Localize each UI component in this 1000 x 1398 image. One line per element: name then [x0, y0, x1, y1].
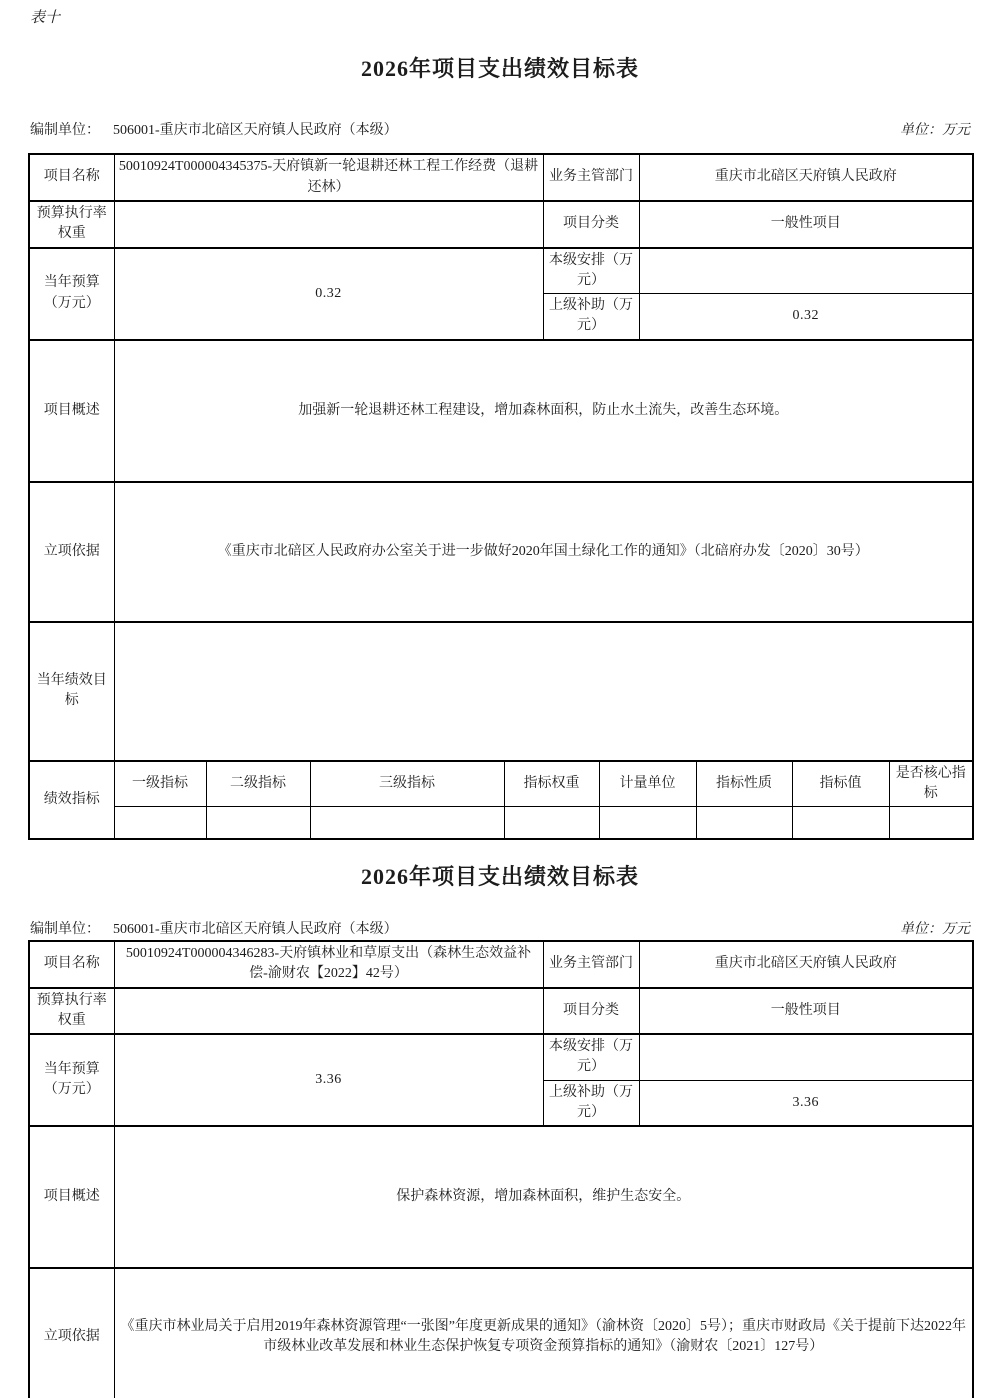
label-year-target: 当年绩效目标 — [29, 622, 114, 761]
table-row — [29, 988, 973, 1035]
indicator-header-value: 指标值 — [792, 761, 889, 807]
table1-title: 2026年项目支出绩效目标表 — [360, 56, 639, 81]
dept-value: 重庆市北碚区天府镇人民政府 — [639, 154, 973, 201]
label-upper-subsidy: 上级补助（万元） — [543, 294, 639, 340]
indicator-cell — [310, 807, 504, 839]
summary-value: 加强新一轮退耕还林工程建设，增加森林面积，防止水土流失，改善生态环境。 — [114, 340, 973, 482]
label-project-class: 项目分类 — [543, 201, 639, 248]
label-dept: 业务主管部门 — [543, 154, 639, 201]
label-local-arrange: 本级安排（万元） — [543, 1034, 639, 1080]
table-row — [29, 154, 973, 201]
indicator-header-row — [29, 761, 973, 807]
project-class-value: 一般性项目 — [639, 988, 973, 1035]
label-budget-exec-weight: 预算执行率权重 — [29, 988, 114, 1035]
unit-label: 单位：万元 — [900, 123, 970, 138]
label-project-name: 项目名称 — [29, 154, 114, 201]
unit-label: 单位：万元 — [900, 922, 970, 937]
table-row — [29, 622, 973, 761]
org-line — [30, 119, 398, 139]
local-arrange-value — [639, 1034, 973, 1080]
org-label: 编制单位： — [30, 922, 100, 937]
label-year-budget: 当年预算（万元） — [29, 1034, 114, 1126]
table-row — [29, 248, 973, 294]
summary-value: 保护森林资源，增加森林面积，维护生态安全。 — [114, 1126, 973, 1268]
indicator-cell — [206, 807, 310, 839]
label-indicators: 绩效指标 — [29, 761, 114, 839]
table-row — [29, 1034, 973, 1080]
table-row — [29, 201, 973, 248]
dept-value: 重庆市北碚区天府镇人民政府 — [639, 941, 973, 988]
indicator-cell — [599, 807, 696, 839]
label-dept: 业务主管部门 — [543, 941, 639, 988]
org-value: 506001-重庆市北碚区天府镇人民政府（本级） — [113, 922, 398, 937]
indicator-header-level2: 二级指标 — [206, 761, 310, 807]
table1-meta-row — [30, 119, 970, 139]
table-row — [29, 1126, 973, 1268]
label-year-budget: 当年预算（万元） — [29, 248, 114, 340]
doc-tag: 表十 — [30, 10, 61, 26]
table-row — [29, 941, 973, 988]
project-name-value: 50010924T000004346283-天府镇林业和草原支出（森林生态效益补偿-渝财农【2022】42号） — [114, 941, 543, 988]
indicator-header-core: 是否核心指标 — [889, 761, 973, 807]
indicator-cell — [114, 807, 206, 839]
table-row — [29, 1268, 973, 1398]
label-budget-exec-weight: 预算执行率权重 — [29, 201, 114, 248]
org-line — [30, 918, 398, 938]
indicator-cell — [792, 807, 889, 839]
indicator-header-nature: 指标性质 — [696, 761, 792, 807]
project-name-value: 50010924T000004345375-天府镇新一轮退耕还林工程工作经费（退耕还林） — [114, 154, 543, 201]
upper-subsidy-value: 3.36 — [639, 1080, 973, 1126]
table2-meta-row — [30, 918, 970, 938]
performance-table-2 — [28, 940, 974, 1398]
table2-title: 2026年项目支出绩效目标表 — [360, 864, 639, 889]
budget-exec-weight-value — [114, 988, 543, 1035]
year-budget-value: 3.36 — [114, 1034, 543, 1126]
indicator-cell — [504, 807, 599, 839]
indicator-header-weight: 指标权重 — [504, 761, 599, 807]
indicator-cell — [889, 807, 973, 839]
label-local-arrange: 本级安排（万元） — [543, 248, 639, 294]
indicator-header-level3: 三级指标 — [310, 761, 504, 807]
org-label: 编制单位： — [30, 123, 100, 138]
label-basis: 立项依据 — [29, 482, 114, 622]
year-target-value — [114, 622, 973, 761]
budget-exec-weight-value — [114, 201, 543, 248]
table-row — [29, 482, 973, 622]
label-project-class: 项目分类 — [543, 988, 639, 1035]
label-basis: 立项依据 — [29, 1268, 114, 1398]
basis-value: 《重庆市北碚区人民政府办公室关于进一步做好2020年国土绿化工作的通知》（北碚府办发〔2020〕30号） — [114, 482, 973, 622]
indicator-header-level1: 一级指标 — [114, 761, 206, 807]
local-arrange-value — [639, 248, 973, 294]
table-row — [29, 340, 973, 482]
label-upper-subsidy: 上级补助（万元） — [543, 1080, 639, 1126]
label-summary: 项目概述 — [29, 1126, 114, 1268]
indicator-empty-row — [29, 807, 973, 839]
basis-value: 《重庆市林业局关于启用2019年森林资源管理“一张图”年度更新成果的通知》（渝林资〔2020〕5号）；重庆市财政局《关于提前下达2022年市级林业改革发展和林业生态保护恢复专项资金预算指标的通知》（渝财农〔2021〕127号） — [114, 1268, 973, 1398]
performance-table-1 — [28, 153, 974, 840]
indicator-cell — [696, 807, 792, 839]
label-project-name: 项目名称 — [29, 941, 114, 988]
project-class-value: 一般性项目 — [639, 201, 973, 248]
org-value: 506001-重庆市北碚区天府镇人民政府（本级） — [113, 123, 398, 138]
indicator-header-unit: 计量单位 — [599, 761, 696, 807]
year-budget-value: 0.32 — [114, 248, 543, 340]
upper-subsidy-value: 0.32 — [639, 294, 973, 340]
label-summary: 项目概述 — [29, 340, 114, 482]
